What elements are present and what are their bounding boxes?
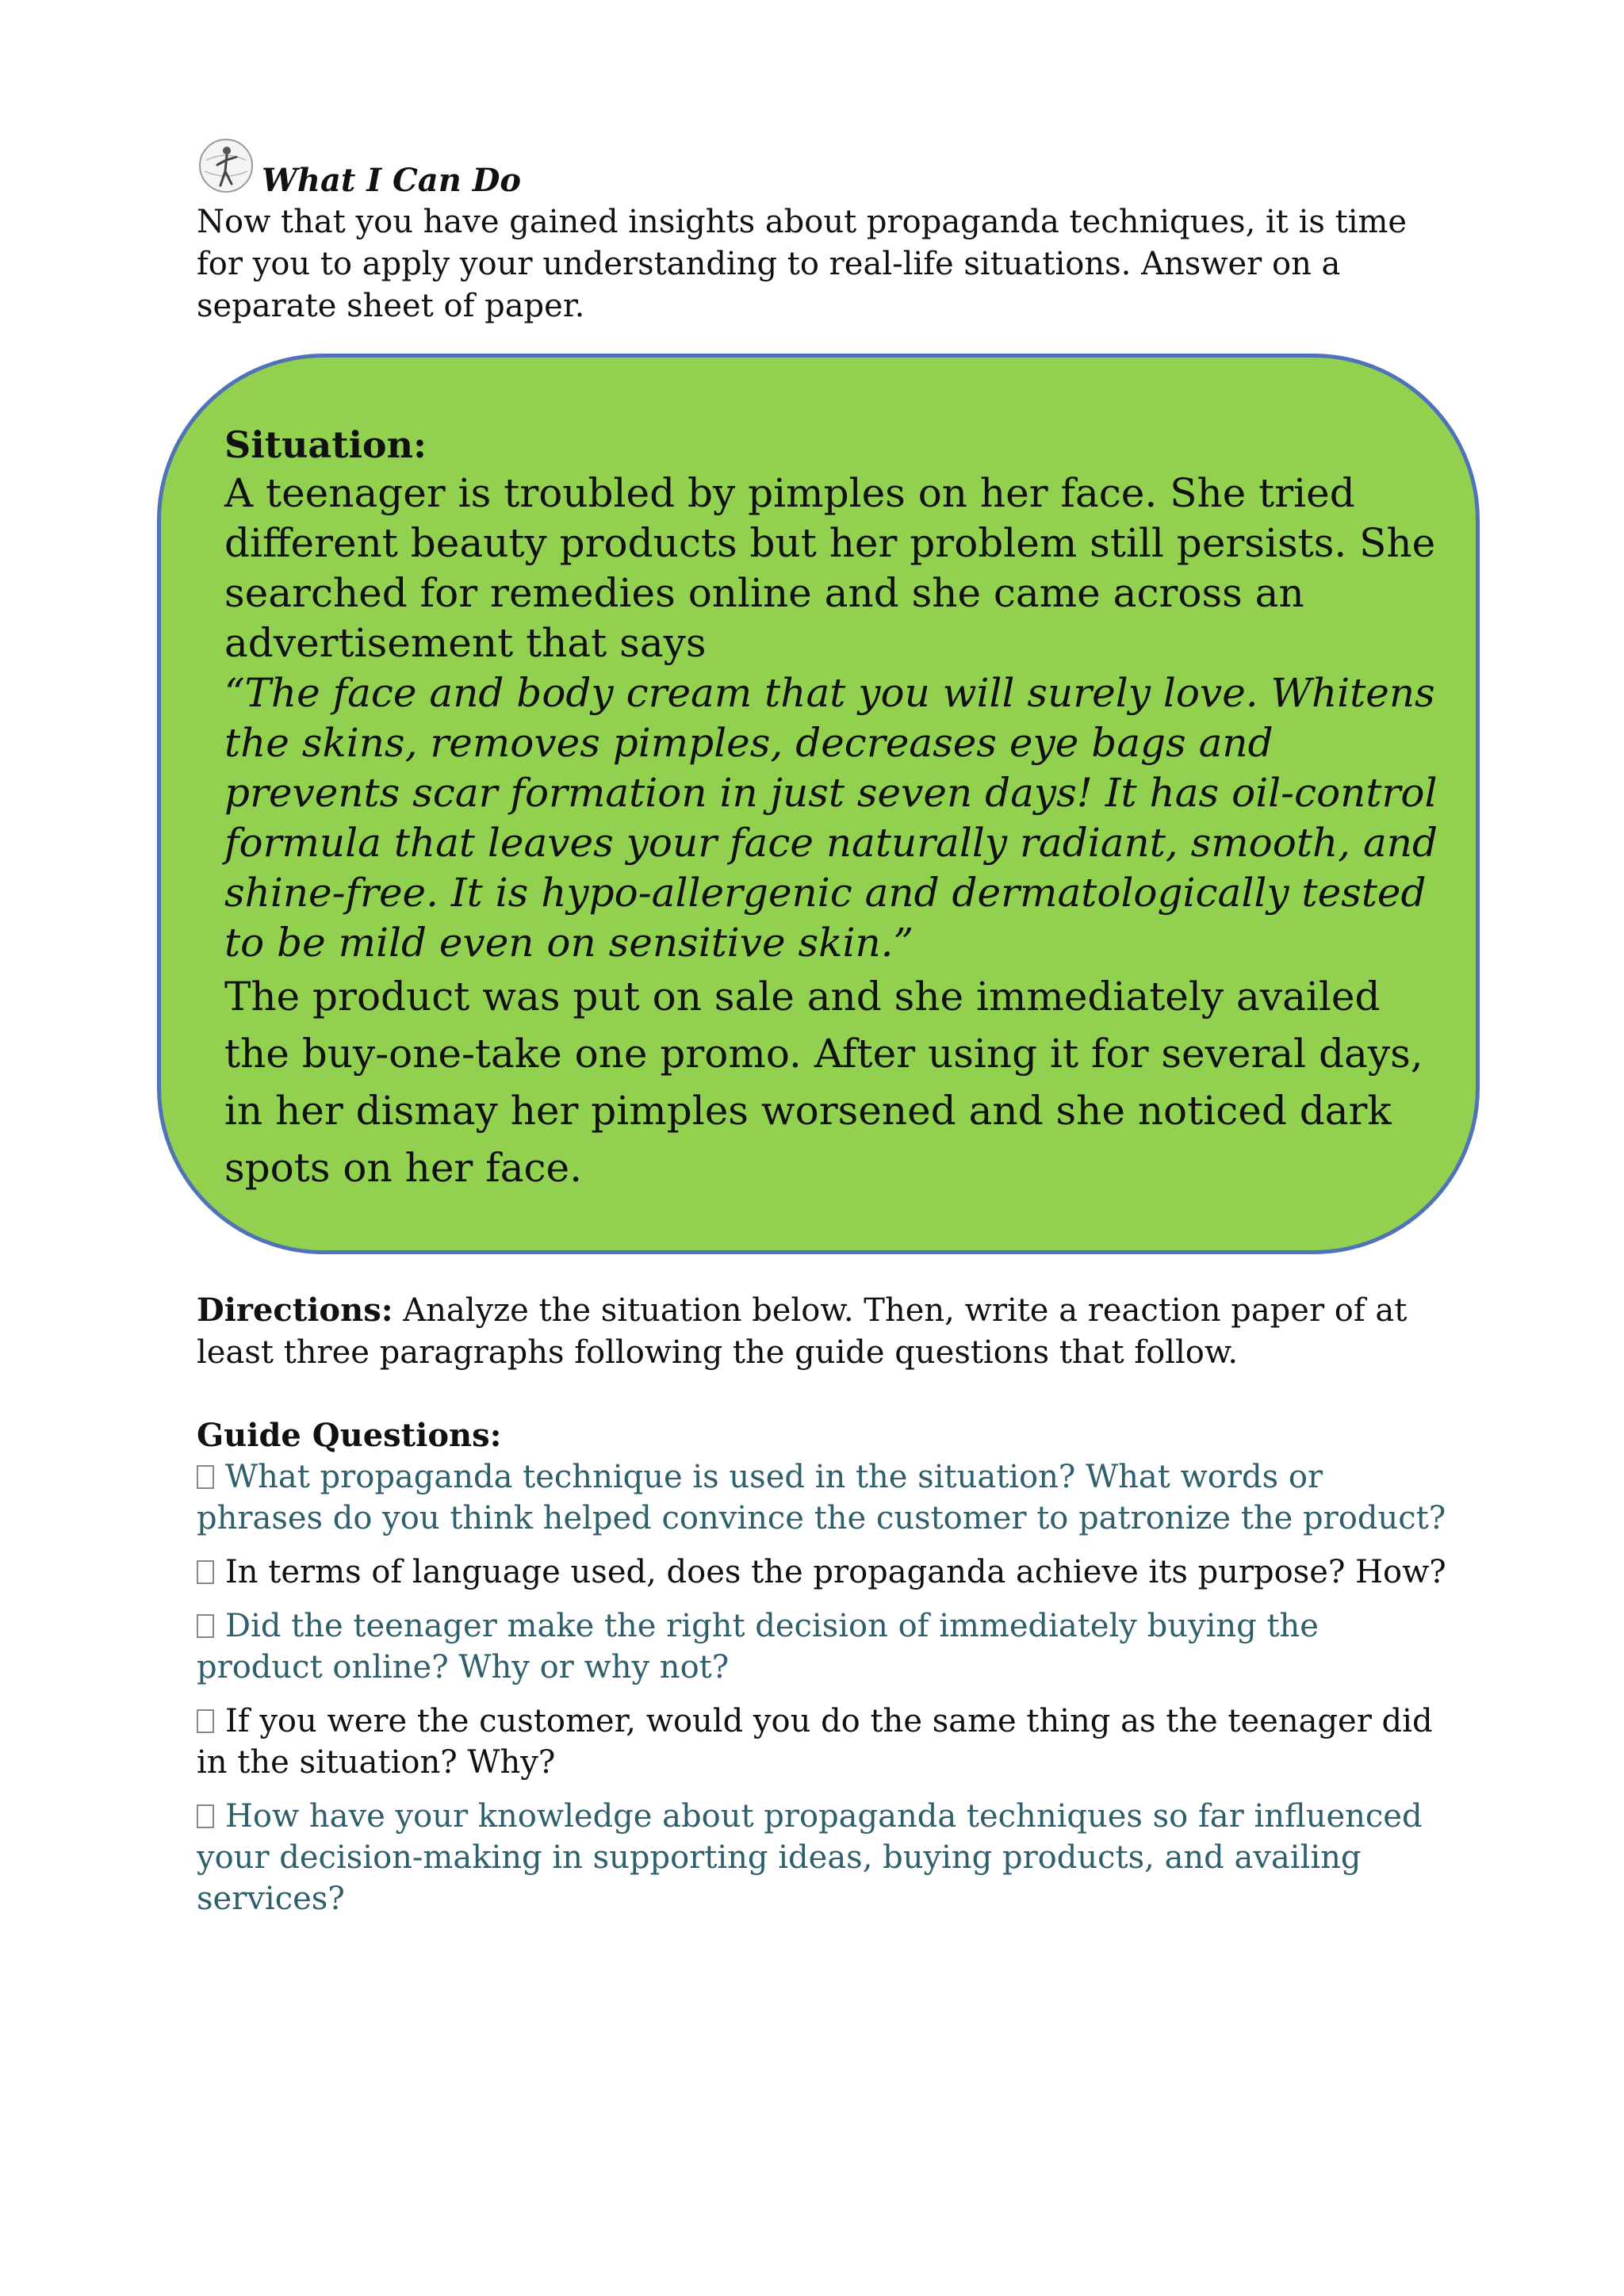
guide-question-4 bbox=[197, 1701, 1450, 1783]
globe-figure-icon bbox=[197, 136, 255, 195]
guide-question-1 bbox=[197, 1456, 1450, 1539]
question-text: How have your knowledge about propaganda techniques so far influenced your decision-making in supporting ideas, buying products, and availing services? bbox=[197, 1798, 1423, 1917]
question-text: What propaganda technique is used in the situation? What words or phrases do you think helped convince the customer to patronize the product? bbox=[197, 1459, 1446, 1536]
situation-heading: Situation: bbox=[224, 423, 427, 466]
guide-questions bbox=[197, 1414, 1450, 1932]
section-header bbox=[197, 136, 1434, 327]
situation-text-outcome: The product was put on sale and she immediately availed the buy-one-take one promo. After using it for several days, in her dismay her pimples worsened and she noticed dark spots on her face. bbox=[224, 974, 1423, 1191]
guide-question-3 bbox=[197, 1605, 1450, 1688]
box-bullet-icon bbox=[197, 1709, 214, 1733]
question-text: If you were the customer, would you do the same thing as the teenager did in the situation? Why? bbox=[197, 1703, 1433, 1781]
box-bullet-icon bbox=[197, 1614, 214, 1638]
situation-text-intro: A teenager is troubled by pimples on her face. She tried different beauty products but her problem still persists. She searched for remedies online and she came across an advertisement that says bbox=[224, 470, 1436, 666]
guide-heading: Guide Questions: bbox=[197, 1417, 502, 1454]
guide-question-5 bbox=[197, 1796, 1450, 1919]
question-text: In terms of language used, does the propaganda achieve its purpose? How? bbox=[225, 1554, 1446, 1590]
box-bullet-icon bbox=[197, 1560, 214, 1584]
directions-paragraph bbox=[197, 1289, 1450, 1374]
guide-question-2 bbox=[197, 1552, 1450, 1593]
box-bullet-icon bbox=[197, 1804, 214, 1828]
section-title: What I Can Do bbox=[262, 162, 522, 199]
situation-box bbox=[157, 354, 1480, 1254]
title-row bbox=[197, 136, 1434, 200]
box-bullet-icon bbox=[197, 1465, 214, 1489]
question-text: Did the teenager make the right decision of immediately buying the product online? Why or why not? bbox=[197, 1608, 1319, 1686]
situation-content bbox=[224, 421, 1446, 1196]
advertisement-quote: “The face and body cream that you will surely love. Whitens the skins, removes pimples, decreases eye bags and prevents scar formation in just seven days! It has oil-control formula that leaves your face naturally radiant, smooth, and shine-free. It is hypo-allergenic and dermatologically tested to be mild even on sensitive skin.” bbox=[224, 670, 1438, 966]
intro-paragraph: Now that you have gained insights about propaganda techniques, it is time for you to apply your understanding to real-life situations. Answer on a separate sheet of paper. bbox=[197, 204, 1408, 324]
directions-label: Directions: bbox=[197, 1292, 393, 1329]
directions-text: Analyze the situation below. Then, write a reaction paper of at least three paragraphs following the guide questions that follow. bbox=[197, 1292, 1408, 1371]
